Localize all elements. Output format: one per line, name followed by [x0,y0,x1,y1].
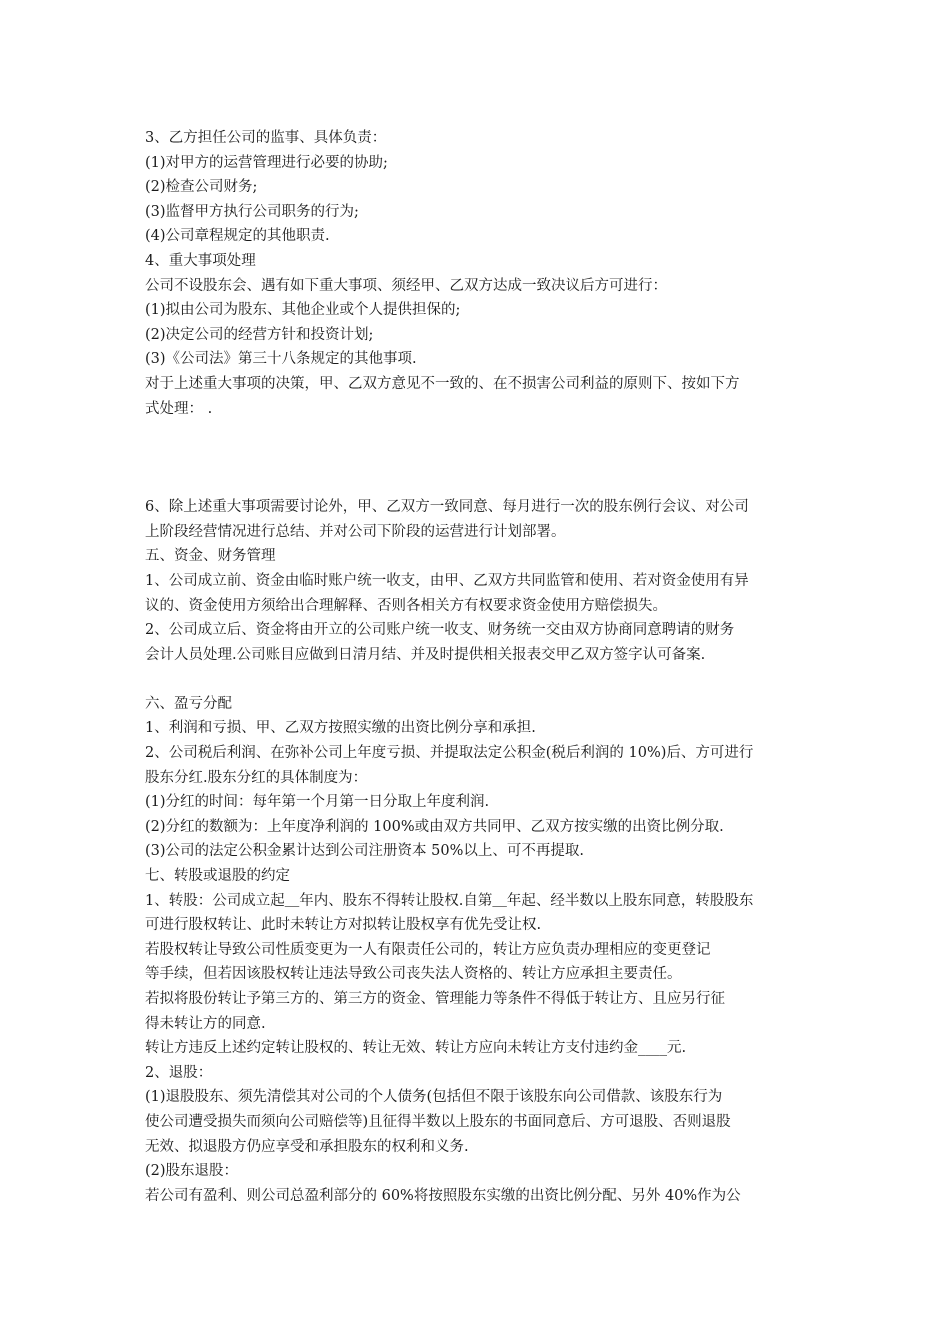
section-supervisor-and-major-matters [145,126,810,421]
text-line: (1)拟由公司为股东、其他企业或个人提供担保的; [145,302,461,319]
text-line: 若拟将股份转让予第三方的、第三方的资金、管理能力等条件不得低于转让方、且应另行征 [145,991,725,1007]
text-line: (1)退股股东、须先清偿其对公司的个人债务(包括但不限于该股东向公司借款、该股东行为 [145,1089,723,1106]
text-line: 2、公司成立后、资金将由开立的公司账户统一收支、财务统一交由双方协商同意聘请的财务 [145,622,735,639]
text-line: (1)分红的时间：每年第一个月第一日分取上年度利润. [145,794,490,811]
blank-gap [145,667,810,692]
text-line: 式处理： . [145,400,213,417]
text-line: 议的、资金使用方须给出合理解释、否则各相关方有权要求资金使用方赔偿损失。 [145,597,667,614]
text-line: 若股权转让导致公司性质变更为一人有限责任公司的，转让方应负责办理相应的变更登记 [145,941,711,958]
text-line: 2、公司税后利润、在弥补公司上年度亏损、并提取法定公积金(税后利润的 10%)后、方可进行 [145,745,754,762]
text-line: 会计人员处理.公司账目应做到日清月结、并及时提供相关报表交甲乙双方签字认可备案. [145,646,706,663]
text-line: (2)分红的数额为：上年度净利润的 100%或由双方共同甲、乙双方按实缴的出资比例分取. [145,818,724,835]
text-line: 使公司遭受损失而须向公司赔偿等)且征得半数以上股东的书面同意后、方可退股、否则退股 [145,1113,731,1130]
document-page [145,126,810,1208]
text-line: 4、重大事项处理 [145,252,256,269]
text-line: 6、除上述重大事项需要讨论外，甲、乙双方一致同意、每月进行一次的股东例行会议、对公司 [145,499,749,516]
text-line: 等手续，但若因该股权转让违法导致公司丧失法人资格的、转让方应承担主要责任。 [145,966,682,983]
blank-gap [145,421,810,495]
text-line: 上阶段经营情况进行总结、并对公司下阶段的运营进行计划部署。 [145,523,566,540]
text-line: 可进行股权转让、此时未转让方对拟转让股权享有优先受让权. [145,917,542,934]
section-profit-and-share-transfer [145,692,810,1208]
text-line: 2、退股： [145,1064,213,1081]
text-line: 五、资金、财务管理 [145,548,276,565]
text-line: 3、乙方担任公司的监事、具体负责： [145,130,387,146]
text-line: 转让方违反上述约定转让股权的、转让无效、转让方应向未转让方支付违约金____元. [145,1040,687,1057]
text-line: (3)监督甲方执行公司职务的行为; [145,203,359,220]
text-line: 若公司有盈利、则公司总盈利部分的 60%将按照股东实缴的出资比例分配、另外 40%作为公 [145,1187,741,1204]
text-line: (2)股东退股： [145,1163,239,1180]
text-line: (1)对甲方的运营管理进行必要的协助; [145,154,388,171]
text-line: 股东分红.股东分红的具体制度为： [145,769,368,786]
text-line: (4)公司章程规定的其他职责. [145,228,330,245]
text-line: 1、公司成立前、资金由临时账户统一收支，由甲、乙双方共同监管和使用、若对资金使用有异 [145,572,749,589]
text-line: 六、盈亏分配 [145,695,232,712]
text-line: (3)《公司法》第三十八条规定的其他事项. [145,351,417,368]
text-line: 得未转让方的同意. [145,1015,266,1032]
text-line: (2)检查公司财务; [145,179,258,196]
text-line: (3)公司的法定公积金累计达到公司注册资本 50%以上、可不再提取. [145,843,584,860]
text-line: 1、转股：公司成立起＿年内、股东不得转让股权.自第＿年起、经半数以上股东同意，转股股东 [145,892,754,909]
text-line: 对于上述重大事项的决策，甲、乙双方意见不一致的、在不损害公司利益的原则下、按如下方 [145,375,740,392]
text-line: 公司不设股东会、遇有如下重大事项、须经甲、乙双方达成一致决议后方可进行： [145,277,667,294]
text-line: 1、利润和亏损、甲、乙双方按照实缴的出资比例分享和承担. [145,720,536,737]
text-line: 无效、拟退股方仍应享受和承担股东的权利和义务. [145,1138,469,1155]
section-meetings-and-finance [145,495,810,667]
text-line: 七、转股或退股的约定 [145,868,290,885]
text-line: (2)决定公司的经营方针和投资计划; [145,326,374,343]
